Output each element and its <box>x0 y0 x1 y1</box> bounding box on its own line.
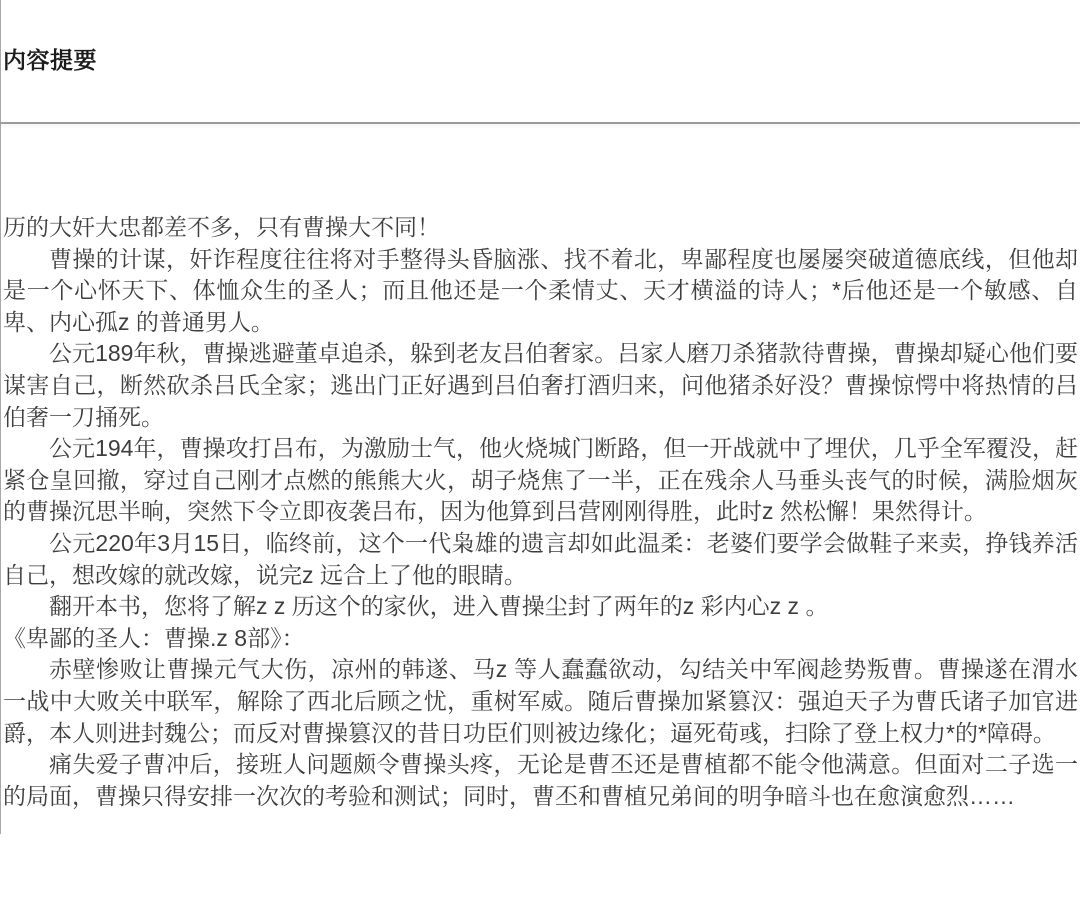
paragraph: 赤壁惨败让曹操元气大伤，凉州的韩遂、马z 等人蠢蠢欲动，勾结关中军阀趁势叛曹。曹操遂在渭水一战中大败关中联军，解除了西北后顾之忧，重树军威。随后曹操加紧篡汉：强迫天子为曹氏诸子加官进爵，本人则进封魏公；而反对曹操篡汉的昔日功臣们则被边缘化；逼死荀彧，扫除了登上权力*的*障碍。 <box>3 656 1078 746</box>
horizontal-divider <box>0 122 1080 124</box>
paragraph: 公元220年3月15日，临终前，这个一代枭雄的遗言却如此温柔：老婆们要学会做鞋子来卖，挣钱养活自己，想改嫁的就改嫁，说完z 远合上了他的眼睛。 <box>3 529 1078 588</box>
section-heading: 内容提要 <box>3 47 97 74</box>
paragraph: 《卑鄙的圣人：曹操.z 8部》： <box>3 624 305 651</box>
body-text <box>3 212 1078 812</box>
paragraph: 公元194年，曹操攻打吕布，为激励士气，他火烧城门断路，但一开战就中了埋伏，几乎全军覆没，赶紧仓皇回撤，穿过自己刚才点燃的熊熊大火，胡子烧焦了一半，正在残余人马垂头丧气的时候，满脸烟灰的曹操沉思半晌，突然下令立即夜袭吕布，因为他算到吕营刚刚得胜，此时z 然松懈！果然得计。 <box>3 435 1078 525</box>
paragraph: 曹操的计谋，奸诈程度往往将对手整得头昏脑涨、找不着北，卑鄙程度也屡屡突破道德底线，但他却是一个心怀天下、体恤众生的圣人；而且他还是一个柔情丈、天才横溢的诗人；*后他还是一个敏感、自卑、内心孤z 的普通男人。 <box>3 245 1078 335</box>
paragraph: 痛失爱子曹冲后，接班人问题颇令曹操头疼，无论是曹丕还是曹植都不能令他满意。但面对二子选一的局面，曹操只得安排一次次的考验和测试；同时，曹丕和曹植兄弟间的明争暗斗也在愈演愈烈…… <box>3 751 1078 809</box>
paragraph: 公元189年秋，曹操逃避董卓追杀，躲到老友吕伯奢家。吕家人磨刀杀猪款待曹操，曹操却疑心他们要谋害自己，断然砍杀吕氏全家；逃出门正好遇到吕伯奢打酒归来，问他猪杀好没？曹操惊愕中将热情的吕伯奢一刀捅死。 <box>3 340 1078 430</box>
left-border-rule <box>0 0 1 834</box>
paragraph: 历的大奸大忠都差不多，只有曹操大不同！ <box>3 214 440 240</box>
paragraph: 翻开本书，您将了解z z 历这个的家伙，进入曹操尘封了两年的z 彩内心z z 。 <box>49 593 829 620</box>
